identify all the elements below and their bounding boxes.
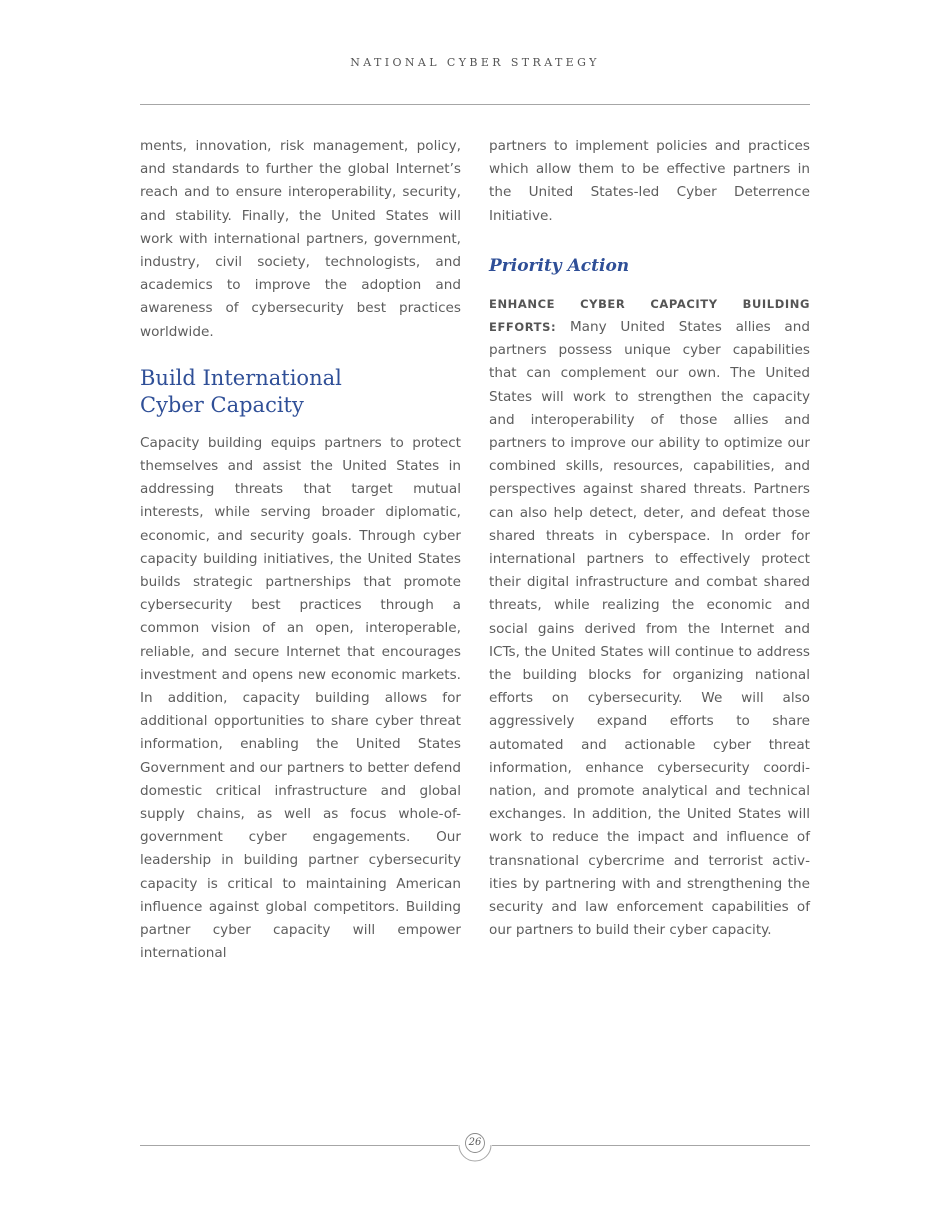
header-divider <box>140 104 810 105</box>
right-column <box>489 135 810 943</box>
priority-action-heading: Priority Action <box>489 255 630 276</box>
page-number: 26 <box>468 1137 482 1148</box>
priority-lead-in: ENHANCE CYBER CAPACITY BUILDING EFFORTS: <box>489 296 810 335</box>
running-header-title: NATIONAL CYBER STRATEGY <box>350 56 600 69</box>
left-column <box>140 135 461 966</box>
section-heading-line-1: Build International <box>140 365 342 390</box>
section-heading-line-2: Cyber Capacity <box>140 392 304 417</box>
left-continuation-paragraph: ments, innovation, risk management, policy, and standards to further the global Internet’s reach and to ensure interoperability, security, and stability. Finally, the United States will work with international partners, government, industry, civil society, technologists, and academics to improve the adoption and awareness of cybersecurity best practices worldwide. <box>140 138 461 340</box>
right-continuation-paragraph: partners to implement policies and practices which allow them to be effective partners in the United States-led Cyber Deterrence Initiative. <box>489 138 810 224</box>
section-body-paragraph: Capacity building equips partners to protect themselves and assist the United States in addressing threats that target mutual interests, while serving broader diplomatic, economic, and security goals. Through cyber capacity building initiatives, the United States builds strategic partnerships that promote cybersecurity best practices through a common vision of an open, interoperable, reliable, and secure Internet that encourages investment and opens new economic markets. In addition, capacity building allows for additional opportunities to share cyber threat information, enabling the United States Government and our partners to better defend domestic critical infrastructure and global supply chains, as well as focus whole-of-government cyber engagements. Our leadership in building partner cybersecurity capacity is critical to maintaining American influence against global competitors. Building partner cyber capacity will empower international <box>140 434 461 962</box>
priority-body-text: Many United States allies and partners possess unique cyber capabilities that can complement our own. The United States will work to strengthen the capacity and interoperability of those allies and partners to improve our ability to optimize our combined skills, resources, capabilities, and perspectives against shared threats. Partners can also help detect, deter, and defeat those shared threats in cyberspace. In order for international partners to effectively protect their digital infrastructure and combat shared threats, while realizing the economic and social gains derived from the Internet and ICTs, the United States will continue to address the building blocks for organizing national efforts on cybersecurity. We will also aggressively expand efforts to share automated and actionable cyber threat information, enhance cybersecurity coordination, and promote analytical and technical exchanges. In addition, the United States will work to reduce the impact and influence of transnational cybercrime and terrorist activities by partnering with and strengthening the security and law enforcement capabilities of our partners to build their cyber capacity. <box>489 319 810 939</box>
section-heading-build-international-cyber-capacity <box>140 365 461 419</box>
footer-divider-right <box>492 1145 810 1146</box>
priority-action-paragraph <box>489 293 810 943</box>
footer-divider-left <box>140 1145 458 1146</box>
